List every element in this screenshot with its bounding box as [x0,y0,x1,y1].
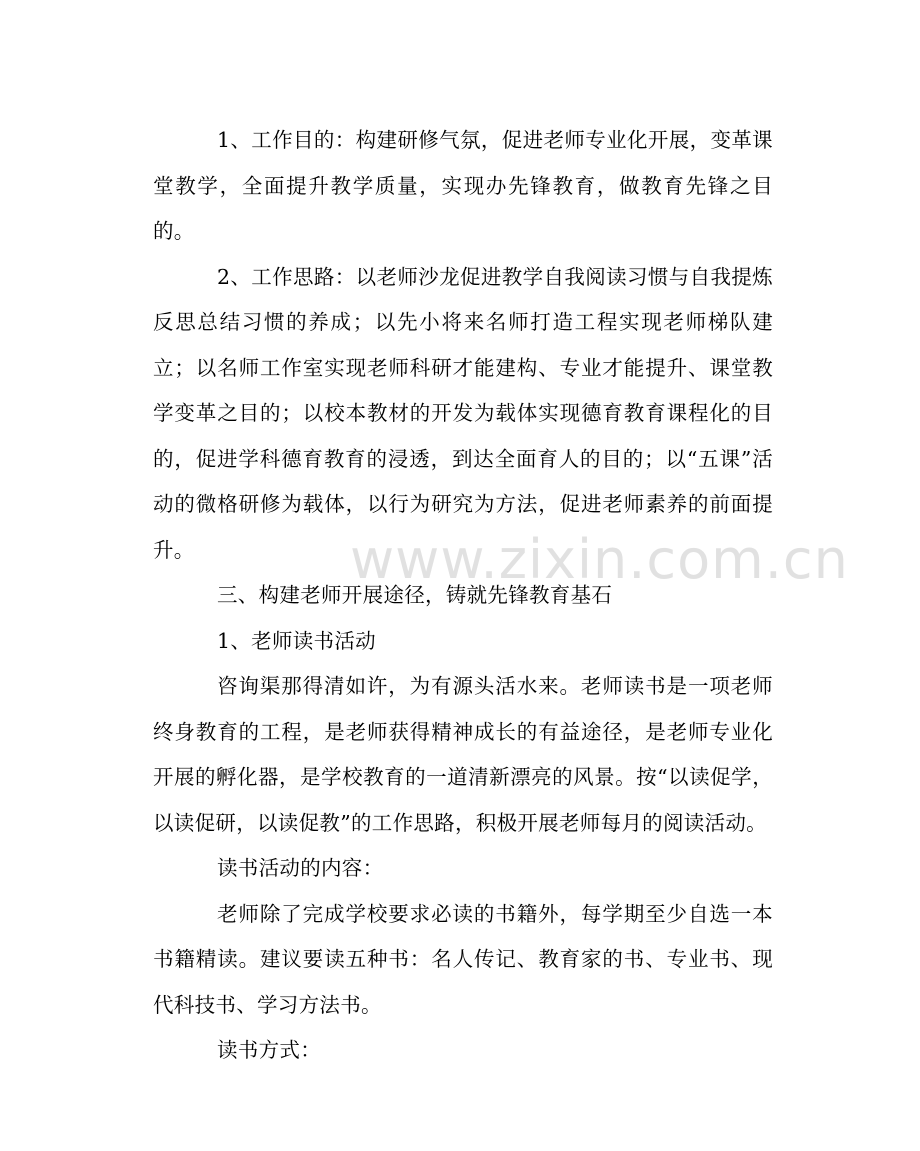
document-body [153,118,773,1074]
paragraph-reading-requirements: 老师除了完成学校要求必读的书籍外，每学期至少自选一本书籍精读。建议要读五种书：名人传记、教育家的书、专业书、现代科技书、学习方法书。 [153,901,773,1017]
paragraph-work-approach: 2、工作思路：以老师沙龙促进教学自我阅读习惯与自我提炼反思总结习惯的养成；以先小将来名师打造工程实现老师梯队建立；以名师工作室实现老师科研才能建构、专业才能提升、课堂教学变革之目的；以校本教材的开发为载体实现德育教育课程化的目的，促进学科德育教育的浸透，到达全面育人的目的；以“五课”活动的微格研修为载体，以行为研究为方法，促进老师素养的前面提升。 [153,264,773,562]
label-reading-method: 读书方式： [217,1038,321,1062]
paragraph-work-goal: 1、工作目的：构建研修气氛，促进老师专业化开展，变革课堂教学，全面提升教学质量，实现办先锋教育，做教育先锋之目的。 [153,128,773,243]
subheading-reading-activity: 1、老师读书活动 [217,628,376,653]
site-watermark: www.zixin.com.cn [350,528,849,591]
section-heading-teacher-development: 三、构建老师开展途径，铸就先锋教育基石 [217,583,613,607]
label-reading-content: 读书活动的内容： [217,856,384,880]
paragraph-reading-intro: 咨询渠那得清如许，为有源头活水来。老师读书是一项老师终身教育的工程，是老师获得精神成长的有益途径，是老师专业化开展的孵化器，是学校教育的一道清新漂亮的风景。按“以读促学，以读促研，以读促教”的工作思路，积极开展老师每月的阅读活动。 [153,674,773,835]
